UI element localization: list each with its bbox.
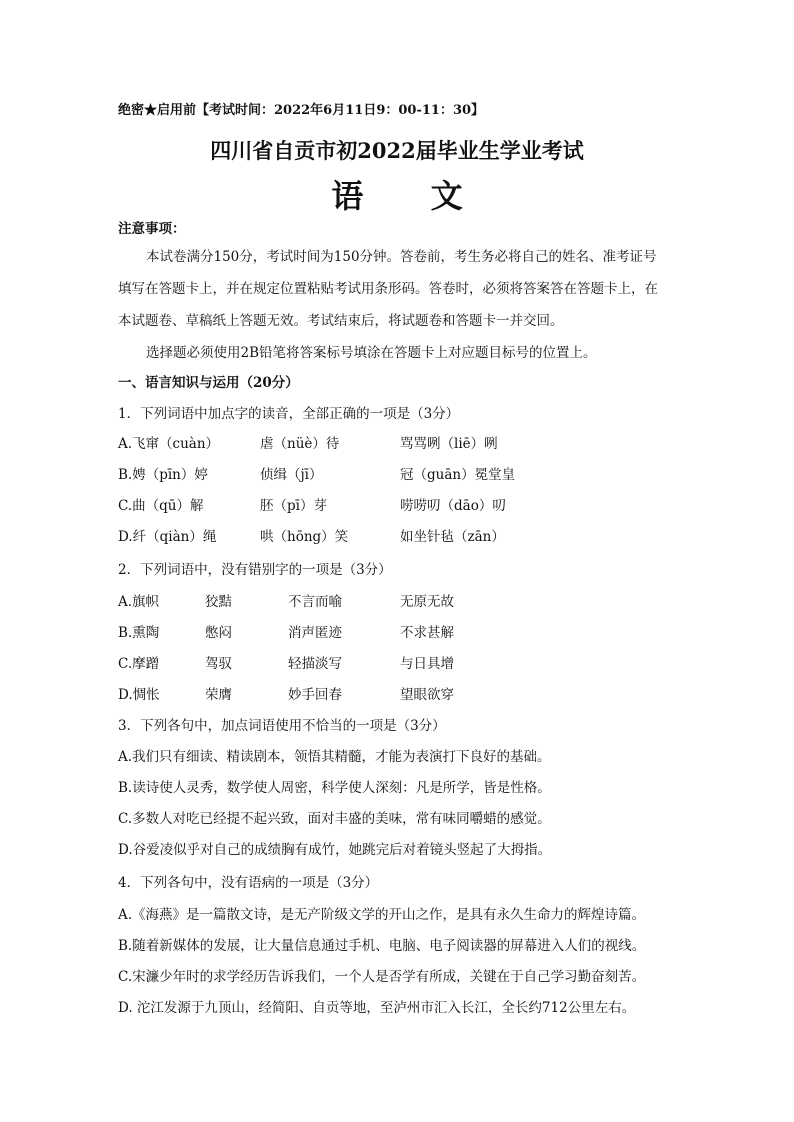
q1-option-c-word3: 唠唠叨（dāo）叨 <box>400 498 506 514</box>
confidential-notice: 绝密★启用前【考试时间：2022年6月11日9：00-11：30】 <box>118 103 485 118</box>
q2-option-c-word2: 驾驭 <box>205 656 232 672</box>
q1-option-a-word3: 骂骂咧（liē）咧 <box>400 436 498 452</box>
q1-option-a-word2: 虐（nüè）待 <box>260 436 340 452</box>
q2-option-c-word1: C.摩蹭 <box>118 656 160 672</box>
q3-option-a: A.我们只有细读、精读剧本，领悟其精髓，才能为表演打下良好的基础。 <box>118 749 551 765</box>
notice-text: 本试题卷、草稿纸上答题无效。考试结束后，将试题卷和答题卡一并交回。 <box>118 313 564 329</box>
section-heading: 一、语言知识与运用（20分） <box>118 375 299 391</box>
q1-option-b-word3: 冠（guān）冕堂皇 <box>400 467 516 483</box>
q1-option-d-word1: D.纤（qiàn）绳 <box>118 529 217 545</box>
q2-option-a-word1: A.旗帜 <box>118 594 160 610</box>
q2-option-b-word1: B.熏陶 <box>118 625 160 641</box>
notice-heading: 注意事项： <box>118 221 186 237</box>
q4-option-b: B.随着新媒体的发展，让大量信息通过手机、电脑、电子阅读器的屏幕进入人们的视线。 <box>118 938 646 954</box>
q1-option-b-word1: B.娉（pīn）婷 <box>118 467 208 483</box>
q2-option-d-word1: D.惆怅 <box>118 687 160 703</box>
q4-option-c: C.宋濂少年时的求学经历告诉我们，一个人是否学有所成，关键在于自己学习勤奋刻苦。 <box>118 969 646 985</box>
q1-option-d-word3: 如坐针毡（zān） <box>400 529 505 545</box>
question-stem: 1．下列词语中加点字的读音，全部正确的一项是（3分） <box>118 406 460 422</box>
q2-option-a-word4: 无原无故 <box>400 594 454 610</box>
q1-option-c-word1: C.曲（qū）解 <box>118 498 204 514</box>
q2-option-d-word3: 妙手回春 <box>288 687 342 703</box>
q1-option-a-word1: A.飞窜（cuàn） <box>118 436 220 452</box>
q2-option-a-word2: 狡黠 <box>205 594 232 610</box>
subject-title: 语 文 <box>331 177 491 215</box>
q2-option-b-word4: 不求甚解 <box>400 625 454 641</box>
q2-option-b-word2: 憋闷 <box>205 625 232 641</box>
q2-option-a-word3: 不言而喻 <box>288 594 342 610</box>
question-stem: 3．下列各句中，加点词语使用不恰当的一项是（3分） <box>118 718 446 734</box>
q2-option-d-word4: 望眼欲穿 <box>400 687 454 703</box>
q3-option-b: B.读诗使人灵秀，数学使人周密，科学使人深刻：凡是所学，皆是性格。 <box>118 780 551 796</box>
notice-text: 本试卷满分150分，考试时间为150分钟。答卷前，考生务必将自己的姓名、准考证号 <box>146 249 657 265</box>
question-stem: 4．下列各句中，没有语病的一项是（3分） <box>118 875 379 891</box>
q1-option-c-word2: 胚（pī）芽 <box>260 498 327 514</box>
q4-option-d: D. 沱江发源于九顶山，经简阳、自贡等地，至泸州市汇入长江，全长约712公里左右。 <box>118 1000 636 1016</box>
notice-text: 选择题必须使用2B铅笔将答案标号填涂在答题卡上对应题目标号的位置上。 <box>146 345 597 361</box>
exam-title: 四川省自贡市初2022届毕业生学业考试 <box>210 138 584 163</box>
q2-option-d-word2: 荣膺 <box>205 687 232 703</box>
q3-option-d: D.谷爱凌似乎对自己的成绩胸有成竹，她跳完后对着镜头竖起了大拇指。 <box>118 842 552 858</box>
question-stem: 2．下列词语中，没有错别字的一项是（3分） <box>118 562 392 578</box>
q3-option-c: C.多数人对吃已经提不起兴致，面对丰盛的美味，常有味同嚼蜡的感觉。 <box>118 811 551 827</box>
q1-option-b-word2: 侦缉（jī） <box>260 467 323 483</box>
q2-option-c-word4: 与日具增 <box>400 656 454 672</box>
q2-option-b-word3: 消声匿迹 <box>288 625 342 641</box>
q1-option-d-word2: 哄（hōng）笑 <box>260 529 349 545</box>
q2-option-c-word3: 轻描淡写 <box>288 656 342 672</box>
q4-option-a: A.《海燕》是一篇散文诗，是无产阶级文学的开山之作，是具有永久生命力的辉煌诗篇。 <box>118 907 646 923</box>
notice-text: 填写在答题卡上，并在规定位置粘贴考试用条形码。答卷时，必须将答案答在答题卡上，在 <box>118 281 658 297</box>
